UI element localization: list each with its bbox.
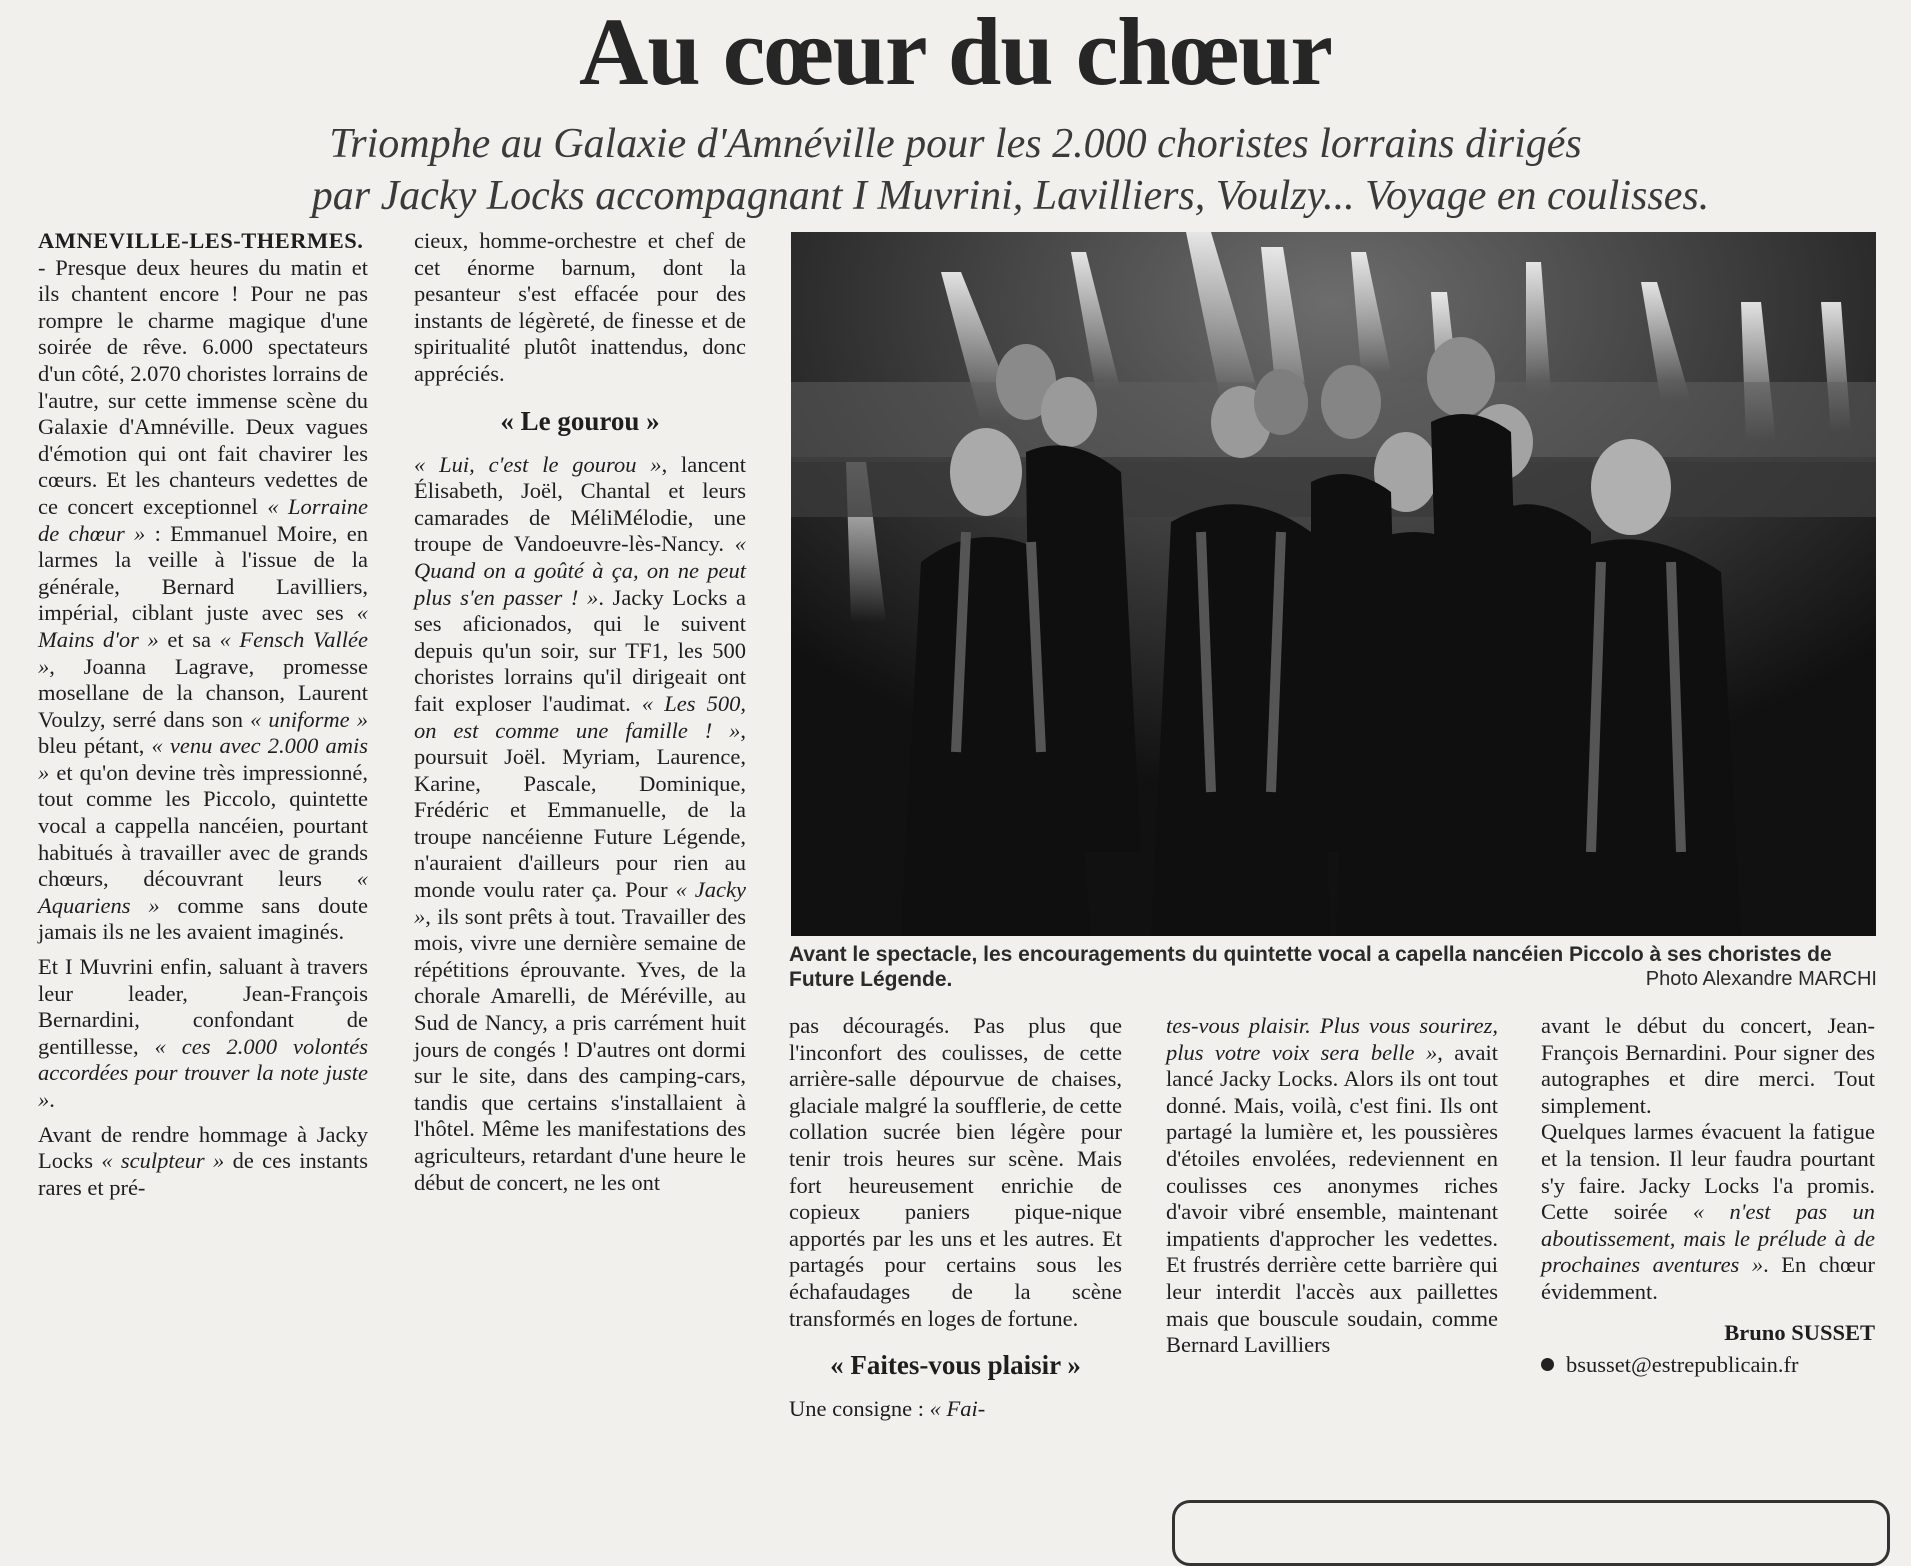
paragraph xyxy=(1166,1013,1498,1359)
dateline: AMNEVILLE-LES-THERMES. xyxy=(38,228,364,253)
paragraph: avant le début du concert, Jean-François Bernardini. Pour signer des autographes et dire merci. Tout simplement. xyxy=(1541,1013,1875,1118)
text-run: . Jacky Locks a ses aficionados, qui le suivent depuis qu'un soir, sur TF1, les 500 choristes lorrains qu'il dirigeait ont fait exploser l'audimat. xyxy=(414,584,747,716)
text-run: , poursuit Joël. Myriam, Laurence, Karine, Pascale, Dominique, Frédéric et Emmanuelle, de la troupe nancéienne Future Légende, n'auraient d'ailleurs pour rien au monde voulu rater ça. Pour xyxy=(414,717,746,903)
text-run: de ces instants rares et pré- xyxy=(38,1148,368,1200)
text-run: . En chœur évidemment. xyxy=(1541,1252,1875,1304)
text-run: Avant de rendre hommage à Jacky Locks xyxy=(38,1121,368,1174)
deck-line-1: Triomphe au Galaxie d'Amnéville pour les 2.000 choristes lorrains dirigés xyxy=(329,121,1582,167)
text-run: , Joanna Lagrave, promesse mosellane de la chanson, Laurent Voulzy, serré dans son xyxy=(38,653,368,732)
text-run: . xyxy=(49,1087,55,1112)
photo-caption: Avant le spectacle, les encouragements du quintette vocal a capella nancéien Piccolo à ses choristes de Future Légende. xyxy=(789,943,1832,991)
quote: « Lui, c'est le gourou » xyxy=(414,451,662,477)
author-email[interactable] xyxy=(1541,1352,1875,1379)
quote: « Fensch Vallée » xyxy=(38,626,368,679)
paragraph xyxy=(789,1396,1122,1423)
concert-photo xyxy=(791,232,1876,936)
email-text[interactable]: bsusset@estrepublicain.fr xyxy=(1566,1352,1799,1378)
column-2 xyxy=(414,228,746,1196)
quote: « uniforme » xyxy=(250,706,368,732)
quote: « n'est pas un aboutissement, mais le prélude à de prochaines aventures » xyxy=(1541,1199,1875,1278)
quote: « ces 2.000 volontés accordées pour trouver la note juste » xyxy=(38,1033,368,1112)
text-run: , ils sont prêts à tout. Travailler des mois, vivre une dernière semaine de répétitions éprouvante. Yves, de la chorale Amarelli, de Méréville, au Sud de Nancy, a pris carrément huit jours de congés ! D'autres ont dormi sur le site, dans des camping-cars, tandis que certains s'installaient à l'hôtel. Même les manifestations des agriculteurs, retardant d'une heure le début de concert, ne les ont xyxy=(414,903,746,1195)
column-1 xyxy=(38,228,368,1201)
text-run: comme sans doute jamais ils ne les avaient imaginés. xyxy=(38,892,369,945)
quote: « venu avec 2.000 amis » xyxy=(38,733,368,785)
author-signature: Bruno SUSSET xyxy=(1724,1319,1875,1345)
text-run: Une consigne : xyxy=(789,1396,930,1422)
paragraph: pas découragés. Pas plus que l'inconfort des coulisses, de cette arrière-salle dépourvue de chaises, glaciale malgré la soufflerie, de cette collation sucrée bien légère pour tenir trois heures sur scène. Mais fort heureusement enrichie de copieux paniers pique-nique apportés par les uns et les autres. Et partagés pour certains sous les échafaudages de la scène transformés en loges de fortune. xyxy=(789,1013,1122,1331)
text-run: - Presque deux heures du matin et ils chantent encore ! Pour ne pas rompre le charme magique d'une soirée de rêve. 6.000 spectateurs d'un côté, 2.070 choristes lorrains de l'autre, sur cette immense scène du Galaxie d'Amnéville. Deux vagues d'émotion qui ont fait chavirer les cœurs. Et les chanteurs vedettes de ce concert exceptionnel xyxy=(38,254,368,519)
text-run: : Emmanuel Moire, en larmes la veille à l'issue de la générale, Bernard Lavilliers, impérial, ciblant juste avec ses xyxy=(38,520,368,626)
column-3 xyxy=(789,1013,1122,1423)
quote: « Jacky » xyxy=(414,877,746,929)
text-run: et sa xyxy=(158,626,220,652)
stage-choir-image xyxy=(791,232,1876,936)
paragraph xyxy=(38,228,368,946)
quote: « Fai- xyxy=(929,1396,986,1422)
text-run: , lancent Élisabeth, Joël, Chantal et leurs camarades de MéliMélodie, une troupe de Vandoeuvre-lès-Nancy. xyxy=(414,451,746,557)
next-article-box xyxy=(1172,1500,1890,1566)
paragraph xyxy=(1541,1119,1875,1305)
text-run: , avait lancé Jacky Locks. Alors ils ont tout donné. Mais, voilà, c'est fini. Ils ont partagé la lumière et, les poussières d'étoiles envolées, redeviennent en coulisses ces anonymes riches d'avoir vibré ensemble, maintenant impatients d'approcher les vedettes. Et frustrés derrière cette barrière qui leur interdit l'accès aux paillettes mais que bouscule soudain, comme Bernard Lavilliers xyxy=(1166,1039,1498,1358)
paragraph xyxy=(38,954,368,1114)
text-run: Quelques larmes évacuent la fatigue et la tension. Il leur faudra pourtant s'y faire. Jacky Locks l'a promis. Cette soirée xyxy=(1541,1119,1875,1225)
quote: « Quand on a goûté à ça, on ne peut plus s'en passer ! » xyxy=(414,531,746,610)
quote: « Aquariens » xyxy=(38,866,368,918)
quote: « Mains d'or » xyxy=(38,600,368,652)
quote: « Lorraine de chœur » xyxy=(38,493,368,546)
paragraph: cieux, homme-orchestre et chef de cet énorme barnum, dont la pesanteur s'est effacée pour des instants de légèreté, de finesse et de spiritualité plutôt inattendus, donc appréciés. xyxy=(414,228,746,386)
paragraph xyxy=(38,1122,368,1202)
paragraph xyxy=(414,452,746,1197)
deck xyxy=(0,118,1911,222)
bullet-icon xyxy=(1541,1358,1554,1371)
quote: « Les 500, on est comme une famille ! » xyxy=(414,690,746,743)
subheading: « Faites-vous plaisir » xyxy=(830,1350,1081,1381)
quote: « sculpteur » xyxy=(101,1148,225,1174)
text-run: bleu pétant, xyxy=(38,733,152,759)
text-run: et qu'on devine très impressionné, tout comme les Piccolo, quintette vocal a cappella nancéien, pourtant habitués à travailler avec de grands chœurs, découvrant leurs xyxy=(38,759,368,892)
column-5 xyxy=(1541,1013,1875,1379)
deck-line-2: par Jacky Locks accompagnant I Muvrini, Lavilliers, Voulzy... Voyage en coulisses. xyxy=(311,173,1710,219)
subheading: « Le gourou » xyxy=(500,405,660,436)
quote: tes-vous plaisir. Plus vous sourirez, plus votre voix sera belle » xyxy=(1166,1013,1498,1065)
headline: Au cœur du chœur xyxy=(578,0,1333,105)
text-run: Et I Muvrini enfin, saluant à travers leur leader, Jean-François Bernardini, confondant de gentillesse, xyxy=(38,954,368,1059)
column-4 xyxy=(1166,1013,1498,1359)
photo-credit: Photo Alexandre MARCHI xyxy=(1645,968,1877,990)
